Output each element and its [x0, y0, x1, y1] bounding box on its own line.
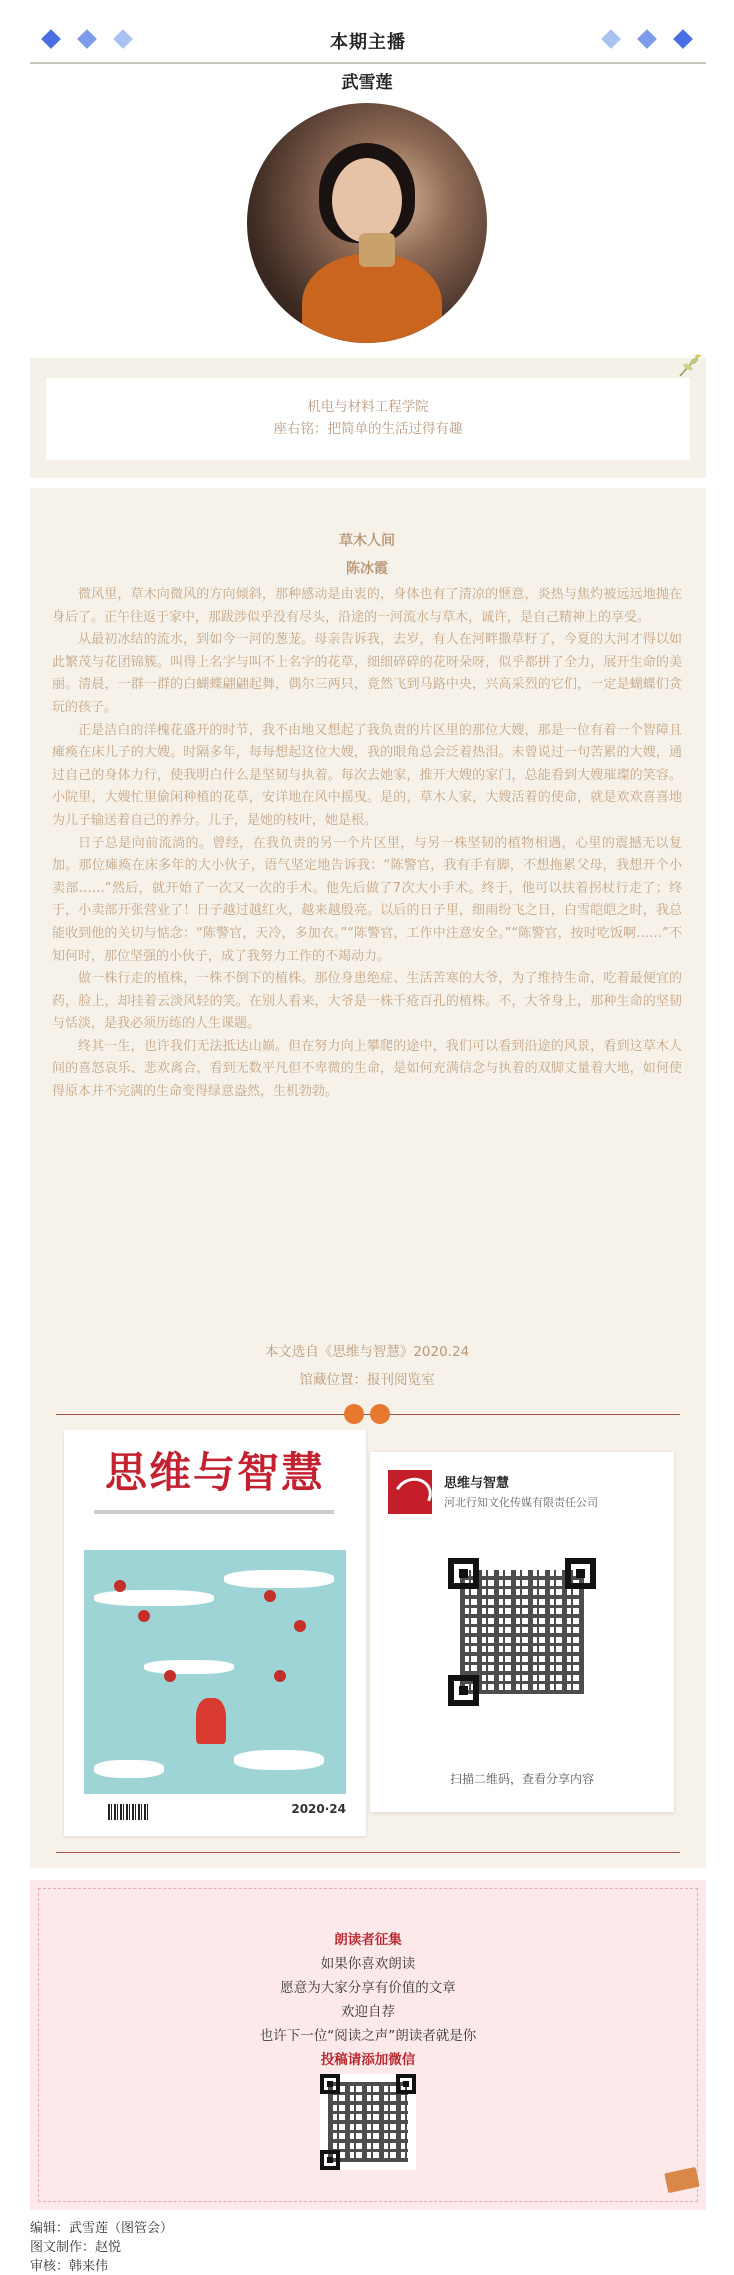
article-paragraph: 从最初冰结的流水，到如今一河的葱茏。母亲告诉我，去岁，有人在河畔撒草籽了，今夏的大河才得以如此繁茂与花团锦簇。叫得上名字与叫不上名字的花草，细细碎碎的花呀朵呀，似乎都拼了全力，展开生命的美丽。清晨，一群一群的白蝴蝶翩翩起舞，偶尔三两只，竟然飞到马路中央，兴高采烈的它们，一定是蝴蝶们贪玩的孩子。: [52, 632, 682, 715]
flower-icon: [370, 1404, 390, 1424]
host-photo: [247, 103, 487, 343]
host-school: 机电与材料工程学院: [307, 399, 429, 415]
magazine-cover: [64, 1430, 366, 1836]
brand-logo: [388, 1470, 432, 1514]
qr-caption: 扫描二维码，查看分享内容: [449, 1772, 594, 1786]
host-name: 武雪莲: [341, 73, 393, 93]
article-paragraph: 终其一生，也许我们无法抵达山巅。但在努力向上攀爬的途中，我们可以看到沿途的风景，看到这草木人间的喜怒哀乐、悲欢离合，看到无数平凡但不卑微的生命，是如何充满信念与执着的双脚丈量着大地，如何使得原本并不完满的生命变得绿意盎然，生机勃勃。: [52, 1038, 682, 1100]
divider: [56, 1852, 680, 1853]
article-paragraph: 做一株行走的植株，一株不倒下的植株。那位身患绝症、生活苦寒的大爷，为了维持生命，吃着最便宜的药，脸上，却挂着云淡风轻的笑。在别人看来，大爷是一株千疮百孔的植株。不，大爷身上，那种生命的坚韧与恬淡，是我必须历练的人生课题。: [52, 971, 682, 1032]
divider: [56, 1414, 680, 1415]
motto-card: [30, 358, 706, 478]
motto-box: [46, 378, 690, 460]
article-body: [52, 584, 682, 1104]
barcode: [108, 1804, 148, 1820]
reader-call-line: 愿意为大家分享有价值的文章: [280, 1980, 456, 1996]
leaf-icon: [676, 352, 702, 378]
article-author: 陈冰霞: [346, 561, 388, 577]
article-title: 草木人间: [339, 533, 395, 549]
article-source: 本文选自《思维与智慧》2020.24: [264, 1344, 470, 1360]
company-name: 河北行知文化传媒有限责任公司: [444, 1496, 598, 1509]
section-header: [30, 22, 706, 64]
article-paragraph: 日子总是向前流淌的。曾经，在我负责的另一个片区里，与另一株坚韧的植物相遇，心里的震撼无以复加。那位瘫痪在床多年的大小伙子，语气坚定地告诉我：“陈警官，我有手有脚，不想拖累父母，我想开个小卖部……”然后，就开始了一次又一次的手术。他先后做了7次大小手术。终于，他可以扶着拐杖行走了；终于，小卖部开张营业了！日子越过越红火，越来越殷亮。以后的日子里，细雨纷飞之日，白雪皑皑之时，我总能收到他的关切与惦念：“陈警官，天冷，多加衣。”“陈警官，工作中注意安全。”“陈警官，按时吃饭啊……”不知何时，那位坚强的小伙子，成了我努力工作的不竭动力。: [52, 835, 682, 964]
magazine-cover-title: 思维与智慧: [104, 1448, 325, 1497]
reader-call-title: 朗读者征集: [334, 1932, 402, 1948]
flower-icon: [344, 1404, 364, 1424]
qr-share-card: [370, 1452, 674, 1812]
article-paragraph: 微风里，草木向微风的方向倾斜，那种感动是由衷的，身体也有了清凉的惬意，炎热与焦灼被远远地抛在身后了。正午往返于家中，那跋涉似乎没有尽头，沿途的一河流水与草木，诚许，是自己精神上的享受。: [52, 587, 682, 625]
article-paragraph: 正是洁白的洋槐花盛开的时节，我不由地又想起了我负责的片区里的那位大嫂，那是一位有着一个智障且瘫痪在床儿子的大嫂。时隔多年，每每想起这位大嫂，我的眼角总会泛着热泪。未曾说过一句苦累的大嫂，通过自己的身体力行，使我明白什么是坚韧与执着。每次去她家，推开大嫂的家门，总能看到大嫂璀璨的笑容。小院里，大嫂忙里偷闲种植的花草，安详地在风中摇曳。是的，草木人家，大嫂活着的使命，就是欢欢喜喜地为儿子输送着自己的养分。儿子，是她的枝叶，她是根。: [52, 722, 682, 828]
reader-call-line: 如果你喜欢朗读: [320, 1956, 416, 1972]
reader-call-line: 欢迎自荐: [341, 2004, 395, 2020]
reader-call-box: [30, 1880, 706, 2210]
wechat-prompt: 投稿请添加微信: [320, 2052, 416, 2068]
brand-name: 思维与智慧: [444, 1476, 510, 1491]
host-motto: 座右铭：把简单的生活过得有趣: [273, 421, 463, 437]
wechat-qr-code[interactable]: [320, 2074, 416, 2170]
cover-illustration: [84, 1550, 346, 1794]
reader-call-line: 也许下一位“阅读之声”朗读者就是你: [259, 2028, 477, 2044]
article-location: 馆藏位置：报刊阅览室: [299, 1372, 435, 1388]
credit-editor: 编辑：武雪莲（图管会）: [30, 2221, 174, 2236]
credit-reviewer: 审核：韩来伟: [30, 2259, 109, 2274]
magazine-issue: 2020·24: [291, 1802, 346, 1816]
section-title: 本期主播: [330, 32, 406, 53]
credit-producer: 图文制作：赵悦: [30, 2240, 122, 2255]
qr-code[interactable]: [448, 1558, 596, 1706]
